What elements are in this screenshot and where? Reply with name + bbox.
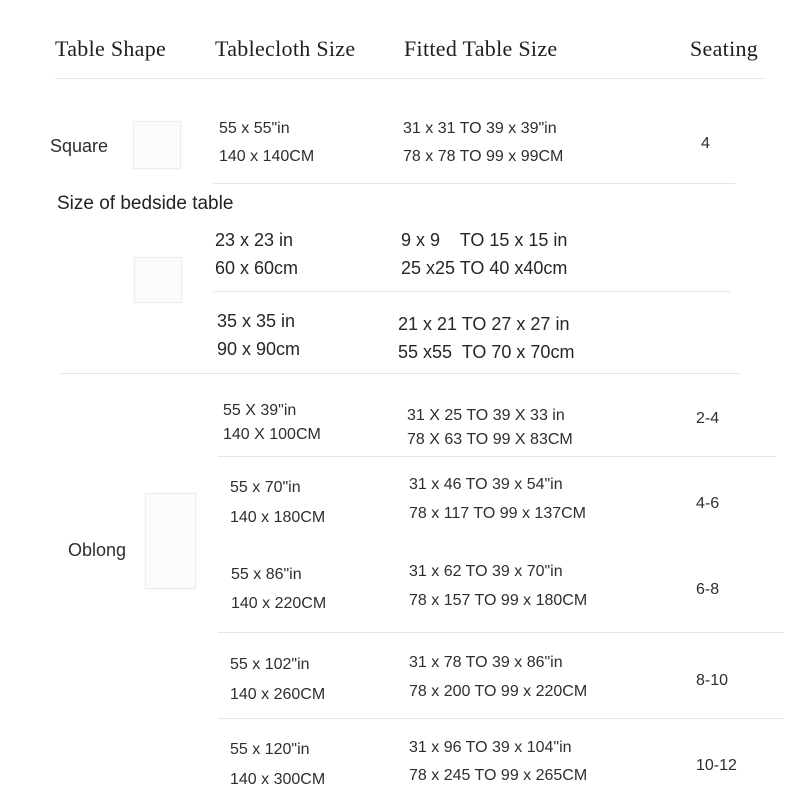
header-fitted-table-size: Fitted Table Size: [404, 36, 558, 61]
oblong-row2-cloth-in: 55 x 70"in: [230, 479, 301, 496]
oblong-row3-fit-in: 31 x 62 TO 39 x 70"in: [409, 563, 563, 580]
header-divider: [55, 78, 765, 79]
square-cloth-cm: 140 x 140CM: [219, 148, 315, 165]
oblong-row3-cloth-cm: 140 x 220CM: [231, 595, 327, 612]
bedside-title: Size of bedside table: [57, 193, 234, 214]
oblong-row1-seating: 2-4: [696, 410, 720, 427]
oblong-row5-fit-cm: 78 x 245 TO 99 x 265CM: [409, 767, 588, 784]
oblong-row4-cloth-cm: 140 x 260CM: [230, 686, 326, 703]
bedside-row1-cloth-cm: 60 x 60cm: [215, 258, 299, 278]
oblong-row4-cloth-in: 55 x 102"in: [230, 656, 310, 673]
bedside-row2-cloth-in: 35 x 35 in: [217, 311, 296, 331]
square-divider: [213, 183, 735, 184]
oblong-row4-fit-cm: 78 x 200 TO 99 x 220CM: [409, 683, 588, 700]
oblong-row3-fit-cm: 78 x 157 TO 99 x 180CM: [409, 592, 588, 609]
oblong-row4-divider: [218, 718, 784, 719]
oblong-row3-cloth-in: 55 x 86"in: [231, 566, 302, 583]
oblong-label: Oblong: [68, 540, 127, 560]
oblong-row3-seating: 6-8: [696, 581, 720, 598]
oblong-row1-fit-cm: 78 X 63 TO 99 X 83CM: [407, 431, 573, 448]
square-seating: 4: [701, 135, 710, 152]
bedside-row1-cloth-in: 23 x 23 in: [215, 230, 294, 250]
bedside-row2-fit-in: 21 x 21 TO 27 x 27 in: [398, 314, 570, 334]
bedside-row1-fit-cm: 25 x25 TO 40 x40cm: [401, 258, 568, 278]
header-tablecloth-size: Tablecloth Size: [215, 36, 356, 61]
oblong-row5-seating: 10-12: [696, 757, 737, 774]
bedside-row2-cloth-cm: 90 x 90cm: [217, 339, 301, 359]
oblong-row5-fit-in: 31 x 96 TO 39 x 104"in: [409, 739, 572, 756]
oblong-row1-cloth-in: 55 X 39"in: [223, 402, 297, 419]
oblong-row1-fit-in: 31 X 25 TO 39 X 33 in: [407, 407, 565, 424]
bedside-row1-fit-in: 9 x 9 TO 15 x 15 in: [401, 230, 568, 250]
oblong-row4-seating: 8-10: [696, 672, 729, 689]
square-label: Square: [50, 136, 109, 156]
header-table-shape: Table Shape: [55, 36, 167, 61]
oblong-row4-fit-in: 31 x 78 TO 39 x 86"in: [409, 654, 563, 671]
square-cloth-in: 55 x 55"in: [219, 120, 290, 137]
oblong-row5-cloth-cm: 140 x 300CM: [230, 771, 326, 788]
bedside-swatch: [134, 257, 182, 303]
square-fit-cm: 78 x 78 TO 99 x 99CM: [403, 148, 564, 165]
bedside-row2-fit-cm: 55 x55 TO 70 x 70cm: [398, 342, 575, 362]
oblong-row2-seating: 4-6: [696, 495, 720, 512]
oblong-row2-cloth-cm: 140 x 180CM: [230, 509, 326, 526]
oblong-swatch: [145, 493, 196, 589]
oblong-row3-divider: [218, 632, 784, 633]
bedside-divider: [213, 291, 730, 292]
square-swatch: [133, 121, 181, 169]
oblong-row2-fit-in: 31 x 46 TO 39 x 54"in: [409, 476, 563, 493]
header-seating: Seating: [690, 36, 759, 61]
oblong-row5-cloth-in: 55 x 120"in: [230, 741, 310, 758]
oblong-row1-divider: [218, 456, 776, 457]
square-fit-in: 31 x 31 TO 39 x 39"in: [403, 120, 557, 137]
oblong-row1-cloth-cm: 140 X 100CM: [223, 426, 321, 443]
oblong-row2-fit-cm: 78 x 117 TO 99 x 137CM: [409, 505, 586, 522]
bedside-section-divider: [60, 373, 740, 374]
